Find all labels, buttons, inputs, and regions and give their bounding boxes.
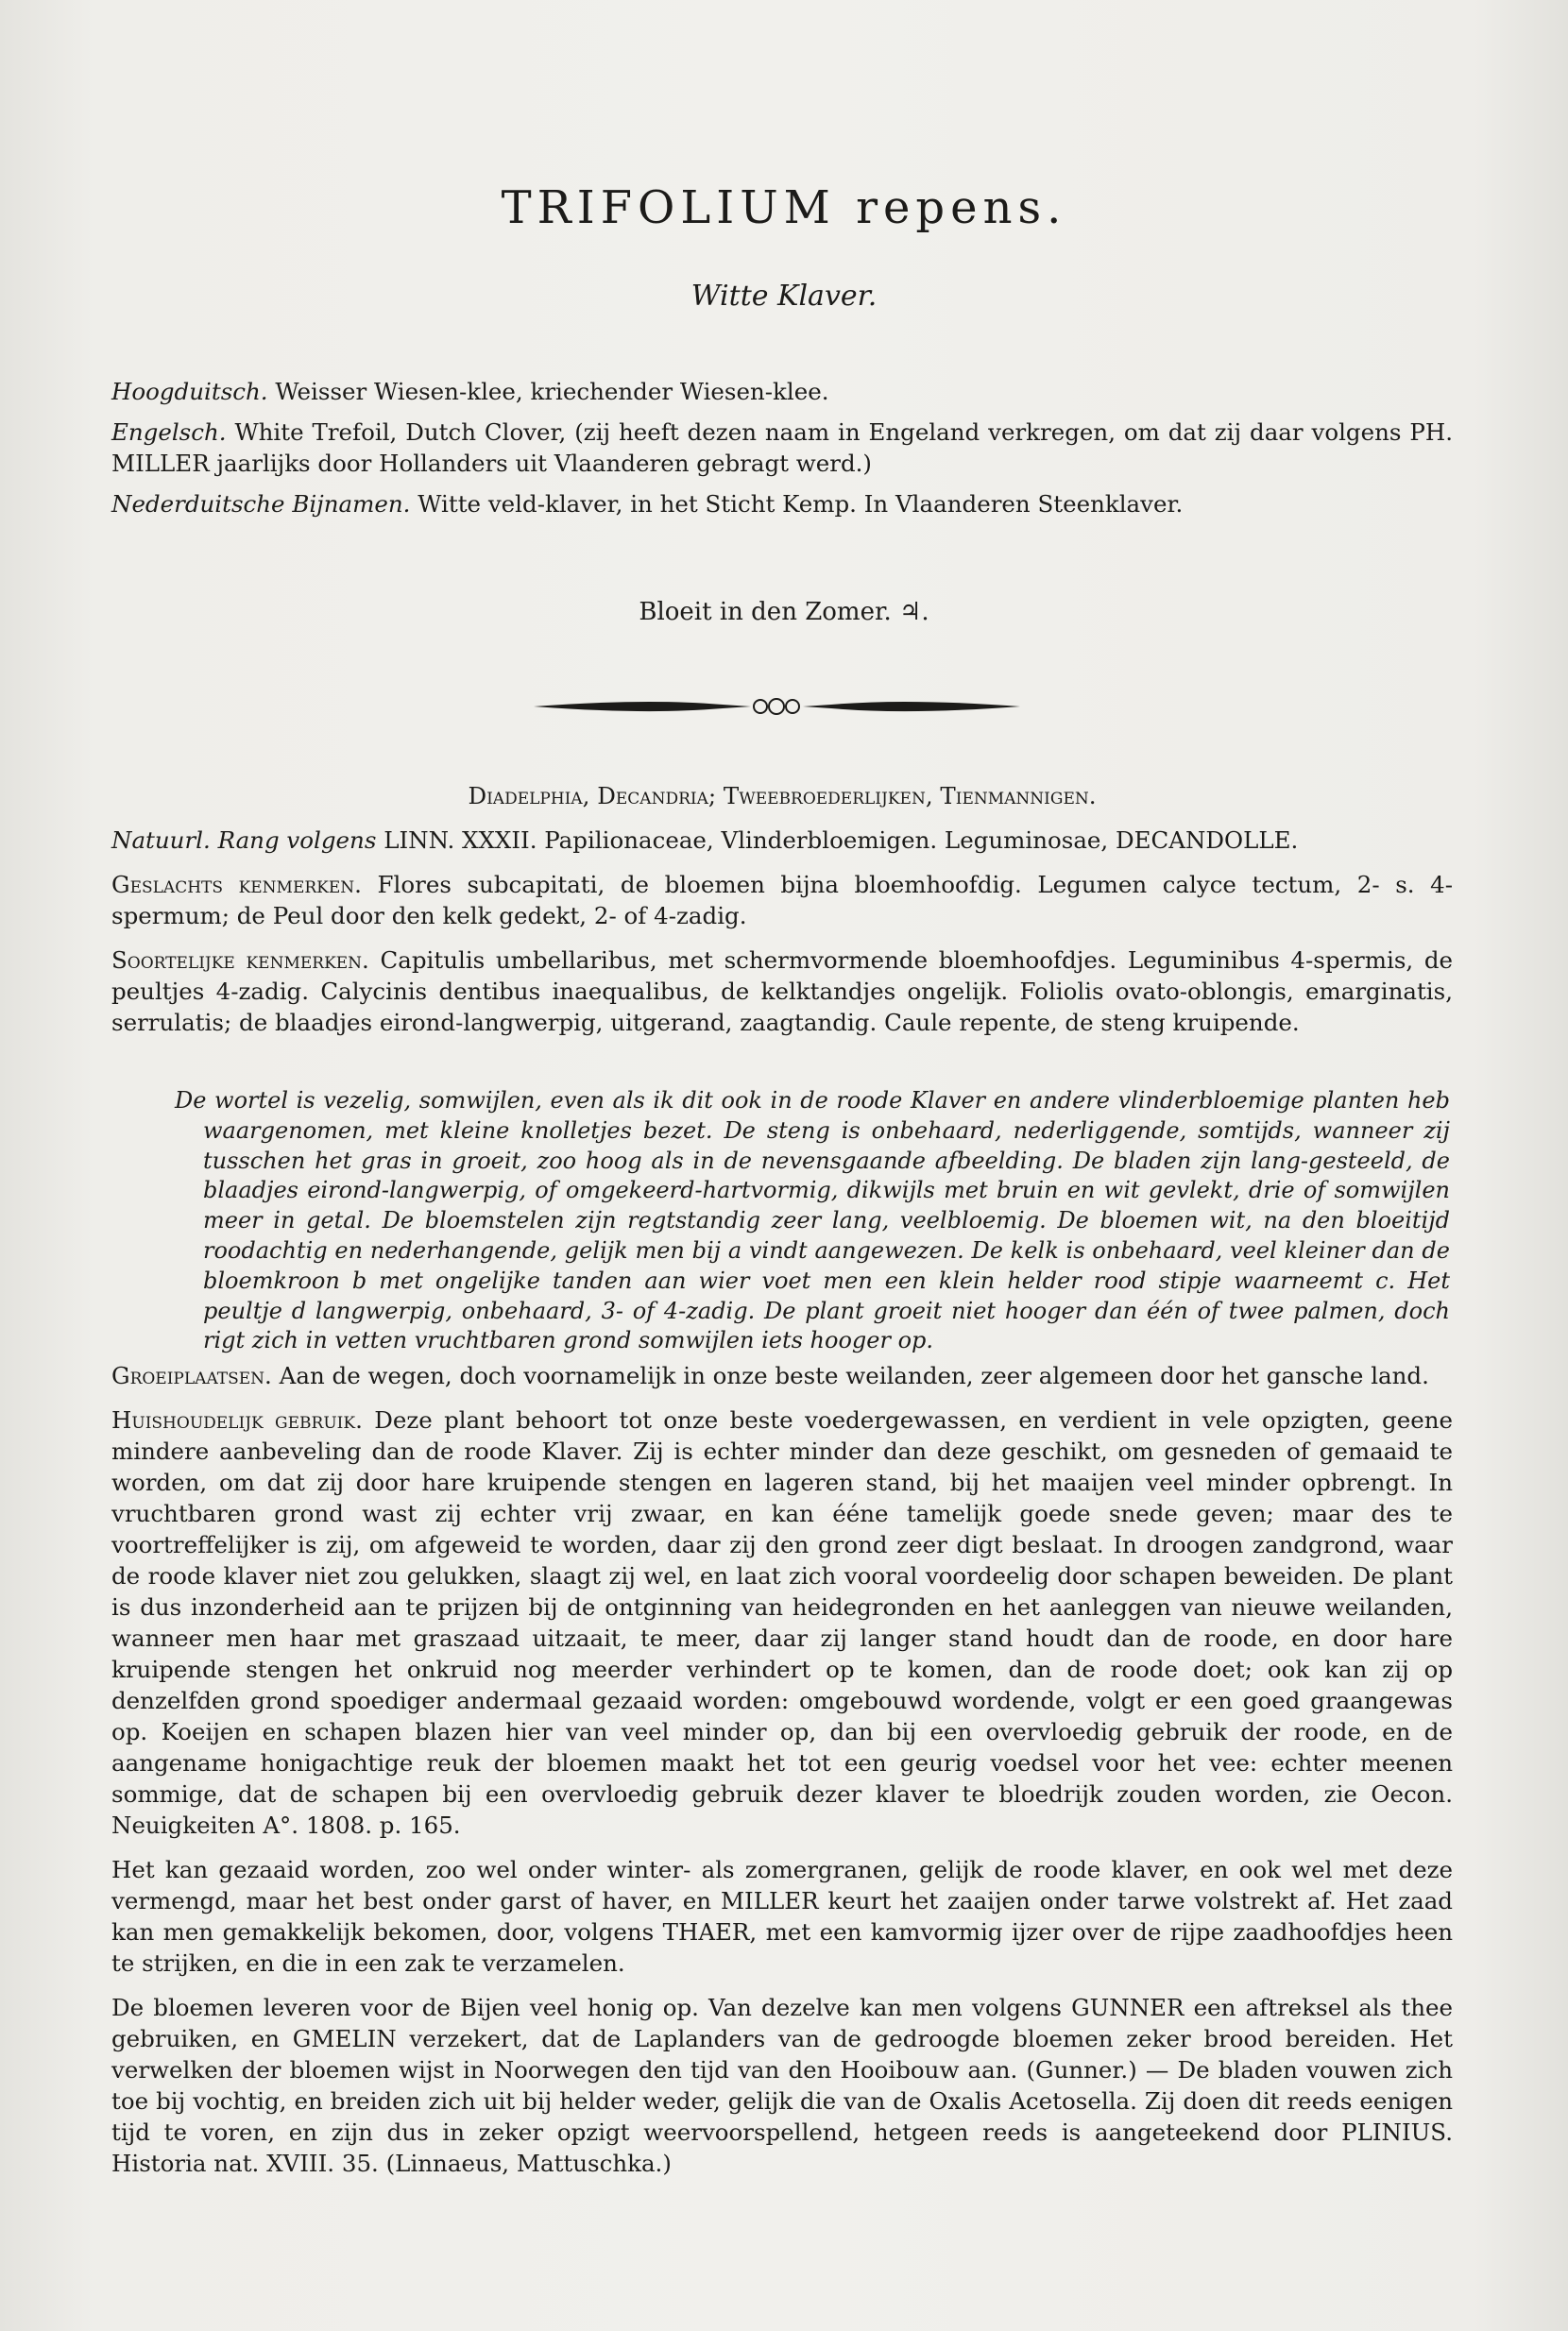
classification-block	[111, 780, 1453, 1051]
habitat-text: Aan de wegen, doch voornamelijk in onze beste weilanden, zeer algemeen door het gansche land.	[279, 1362, 1429, 1389]
rank-text: LINN. XXXII. Papilionaceae, Vlinderbloemigen. Leguminosae, DECANDOLLE.	[383, 826, 1299, 854]
page-title: TRIFOLIUM repens.	[501, 181, 1067, 235]
description-block	[175, 1086, 1450, 1356]
species-characters	[111, 944, 1453, 1038]
use-label: Huishoudelijk gebruik.	[111, 1406, 363, 1434]
species-label: Soortelijke kenmerken.	[111, 946, 369, 974]
name-text: Weisser Wiesen-klee, kriechender Wiesen-klee.	[275, 378, 829, 405]
name-english	[111, 417, 1453, 479]
genus-label: Geslachts kenmerken.	[111, 871, 362, 898]
name-text: White Trefoil, Dutch Clover, (zij heeft dezen naam in Engeland verkregen, om dat zij daar volgens PH. MILLER jaarlijks door Hollanders uit Vlaanderen gebragt werd.)	[111, 418, 1453, 477]
name-label: Hoogduitsch.	[111, 378, 268, 405]
rank-label: Natuurl. Rang volgens	[111, 826, 377, 854]
name-text: Witte veld-klaver, in het Sticht Kemp. In Vlaanderen Steenklaver.	[418, 490, 1184, 518]
classification: Diadelphia, Decandria; Tweebroederlijken, Tienmannigen.	[468, 782, 1097, 809]
common-name: Witte Klaver.	[690, 280, 878, 313]
household-use	[111, 1404, 1453, 1841]
bees-paragraph: De bloemen leveren voor de Bijen veel honig op. Van dezelve kan men volgens GUNNER een aftreksel als thee gebruiken, en GMELIN verzekert, dat de Laplanders van de gedroogde bloemen zeker brood bereiden. Het verwelken der bloemen wijst in Noorwegen den tijd van den Hooibouw aan. (Gunner.) — De bladen vouwen zich toe bij vochtig, en breiden zich uit bij helder weder, gelijk die van de Oxalis Acetosella. Zij doen dit reeds eenigen tijd te voren, en zijn dus in zeker opzigt weervoorspellend, hetgeen reeds is aangeteekend door PLINIUS. Historia nat. XVIII. 35. (Linnaeus, Mattuschka.)	[111, 1994, 1453, 2177]
genus-text: Flores subcapitati, de bloemen bijna bloemhoofdig. Legumen calyce tectum, 2- s. 4-spermum; de Peul door den kelk gedekt, 2- of 4-zadig.	[111, 871, 1453, 929]
genus-characters	[111, 869, 1453, 931]
vernacular-names	[111, 376, 1453, 519]
use-text: Deze plant behoort tot onze beste voedergewassen, en verdient in vele opzigten, geene mindere aanbeveling dan de roode Klaver. Zij is echter minder dan deze geschikt, om gesneden of gemaaid te worden, om dat zij door hare kruipende stengen en lageren stand, bij het maaijen veel minder opbrengt. In vruchtbaren grond wast zij echter vrij zwaar, en kan éénе tamelijk goede snede geven; maar des te voortreffelijker is zij, om afgeweid te worden, daar zij den grond zeer digt beslaat. In droogen zandgrond, waar de roode klaver niet zou gelukken, slaagt zij wel, en laat zich vooral voordeelig door schapen beweiden. De plant is dus inzonderheid aan te prijzen bij de ontginning van heidegronden en het aanleggen van nieuwe weilanden, wanneer men haar met graszaad uitzaait, te meer, daar zij langer stand houdt dan de roode, en door hare kruipende stengen het onkruid nog meerder verhindert op te komen, dan de roode doet; ook kan zij op denzelfden grond spoediger andermaal gezaaid worden: omgebouwd wordende, volgt er een goed graangewas op. Koeijen en schapen blazen hier van veel minder op, dan bij een overvloedig gebruik der roode, en de aangename honigachtige reuk der bloemen maakt het tot een geurig voedsel voor het vee: echter meenen sommige, dat de schapen bij een overvloedig gebruik dezer klaver te bloedrijk zouden worden, zie Oecon. Neuigkeiten A°. 1808. p. 165.	[111, 1406, 1453, 1839]
habitat-label: Groeiplaatsen.	[111, 1362, 272, 1389]
name-german	[111, 376, 1453, 407]
habitat	[111, 1360, 1453, 1391]
description-text: De wortel is vezelig, somwijlen, even als ik dit ook in de roode Klaver en andere vlinderbloemige planten heb waargenomen, met kleine knolletjes bezet. De steng is onbehaard, nederliggende, somtijds, wanneer zij tusschen het gras in groeit, zoo hoog als in de nevensgaande afbeelding. De bladen zijn lang-gesteeld, de blaadjes eirond-langwerpig, of omgekeerd-hartvormig, dikwijls met bruin en wit gevlekt, drie of somwijlen meer in getal. De bloemstelen zijn regtstandig zeer lang, veelbloemig. De bloemen wit, na den bloeitijd roodachtig en nederhangende, gelijk men bij a vindt aangewezen. De kelk is onbehaard, veel kleiner dan de bloemkroon b met ongelijke tanden aan wier voet men een klein helder rood stipje waarneemt c. Het peultje d langwerpig, onbehaard, 3- of 4-zadig. De plant groeit niet hooger dan één of twee palmen, doch rigt zich in vetten vruchtbaren grond somwijlen iets hooger op.	[175, 1087, 1450, 1354]
flowering-season: Bloeit in den Zomer. ♃.	[639, 598, 929, 626]
name-dutch	[111, 488, 1453, 519]
name-label: Nederduitsche Bijnamen.	[111, 490, 411, 518]
sowing-paragraph: Het kan gezaaid worden, zoo wel onder winter- als zomergranen, gelijk de roode klaver, en ook wel met deze vermengd, maar het best onder garst of haver, en MILLER keurt het zaaijen onder tarwe volstrekt af. Het zaad kan men gemakkelijk bekomen, door, volgens THAER, met een kamvormig ijzer over de rijpe zaadhoofdjes heen te strijken, en die in een zak te verzamelen.	[111, 1856, 1453, 1977]
ornament-divider	[534, 692, 1020, 721]
species-text: Capitulis umbellaribus, met schermvormende bloemhoofdjes. Leguminibus 4-spermis, de peultjes 4-zadig. Calycinis dentibus inaequalibus, de kelktandjes ongelijk. Foliolis ovato-oblongis, emarginatis, serrulatis; de blaadjes eirond-langwerpig, uitgerand, zaagtandig. Caule repente, de steng kruipende.	[111, 946, 1453, 1036]
habitat-and-use	[111, 1360, 1453, 2192]
natural-rank	[111, 825, 1453, 856]
name-label: Engelsch.	[111, 418, 227, 446]
